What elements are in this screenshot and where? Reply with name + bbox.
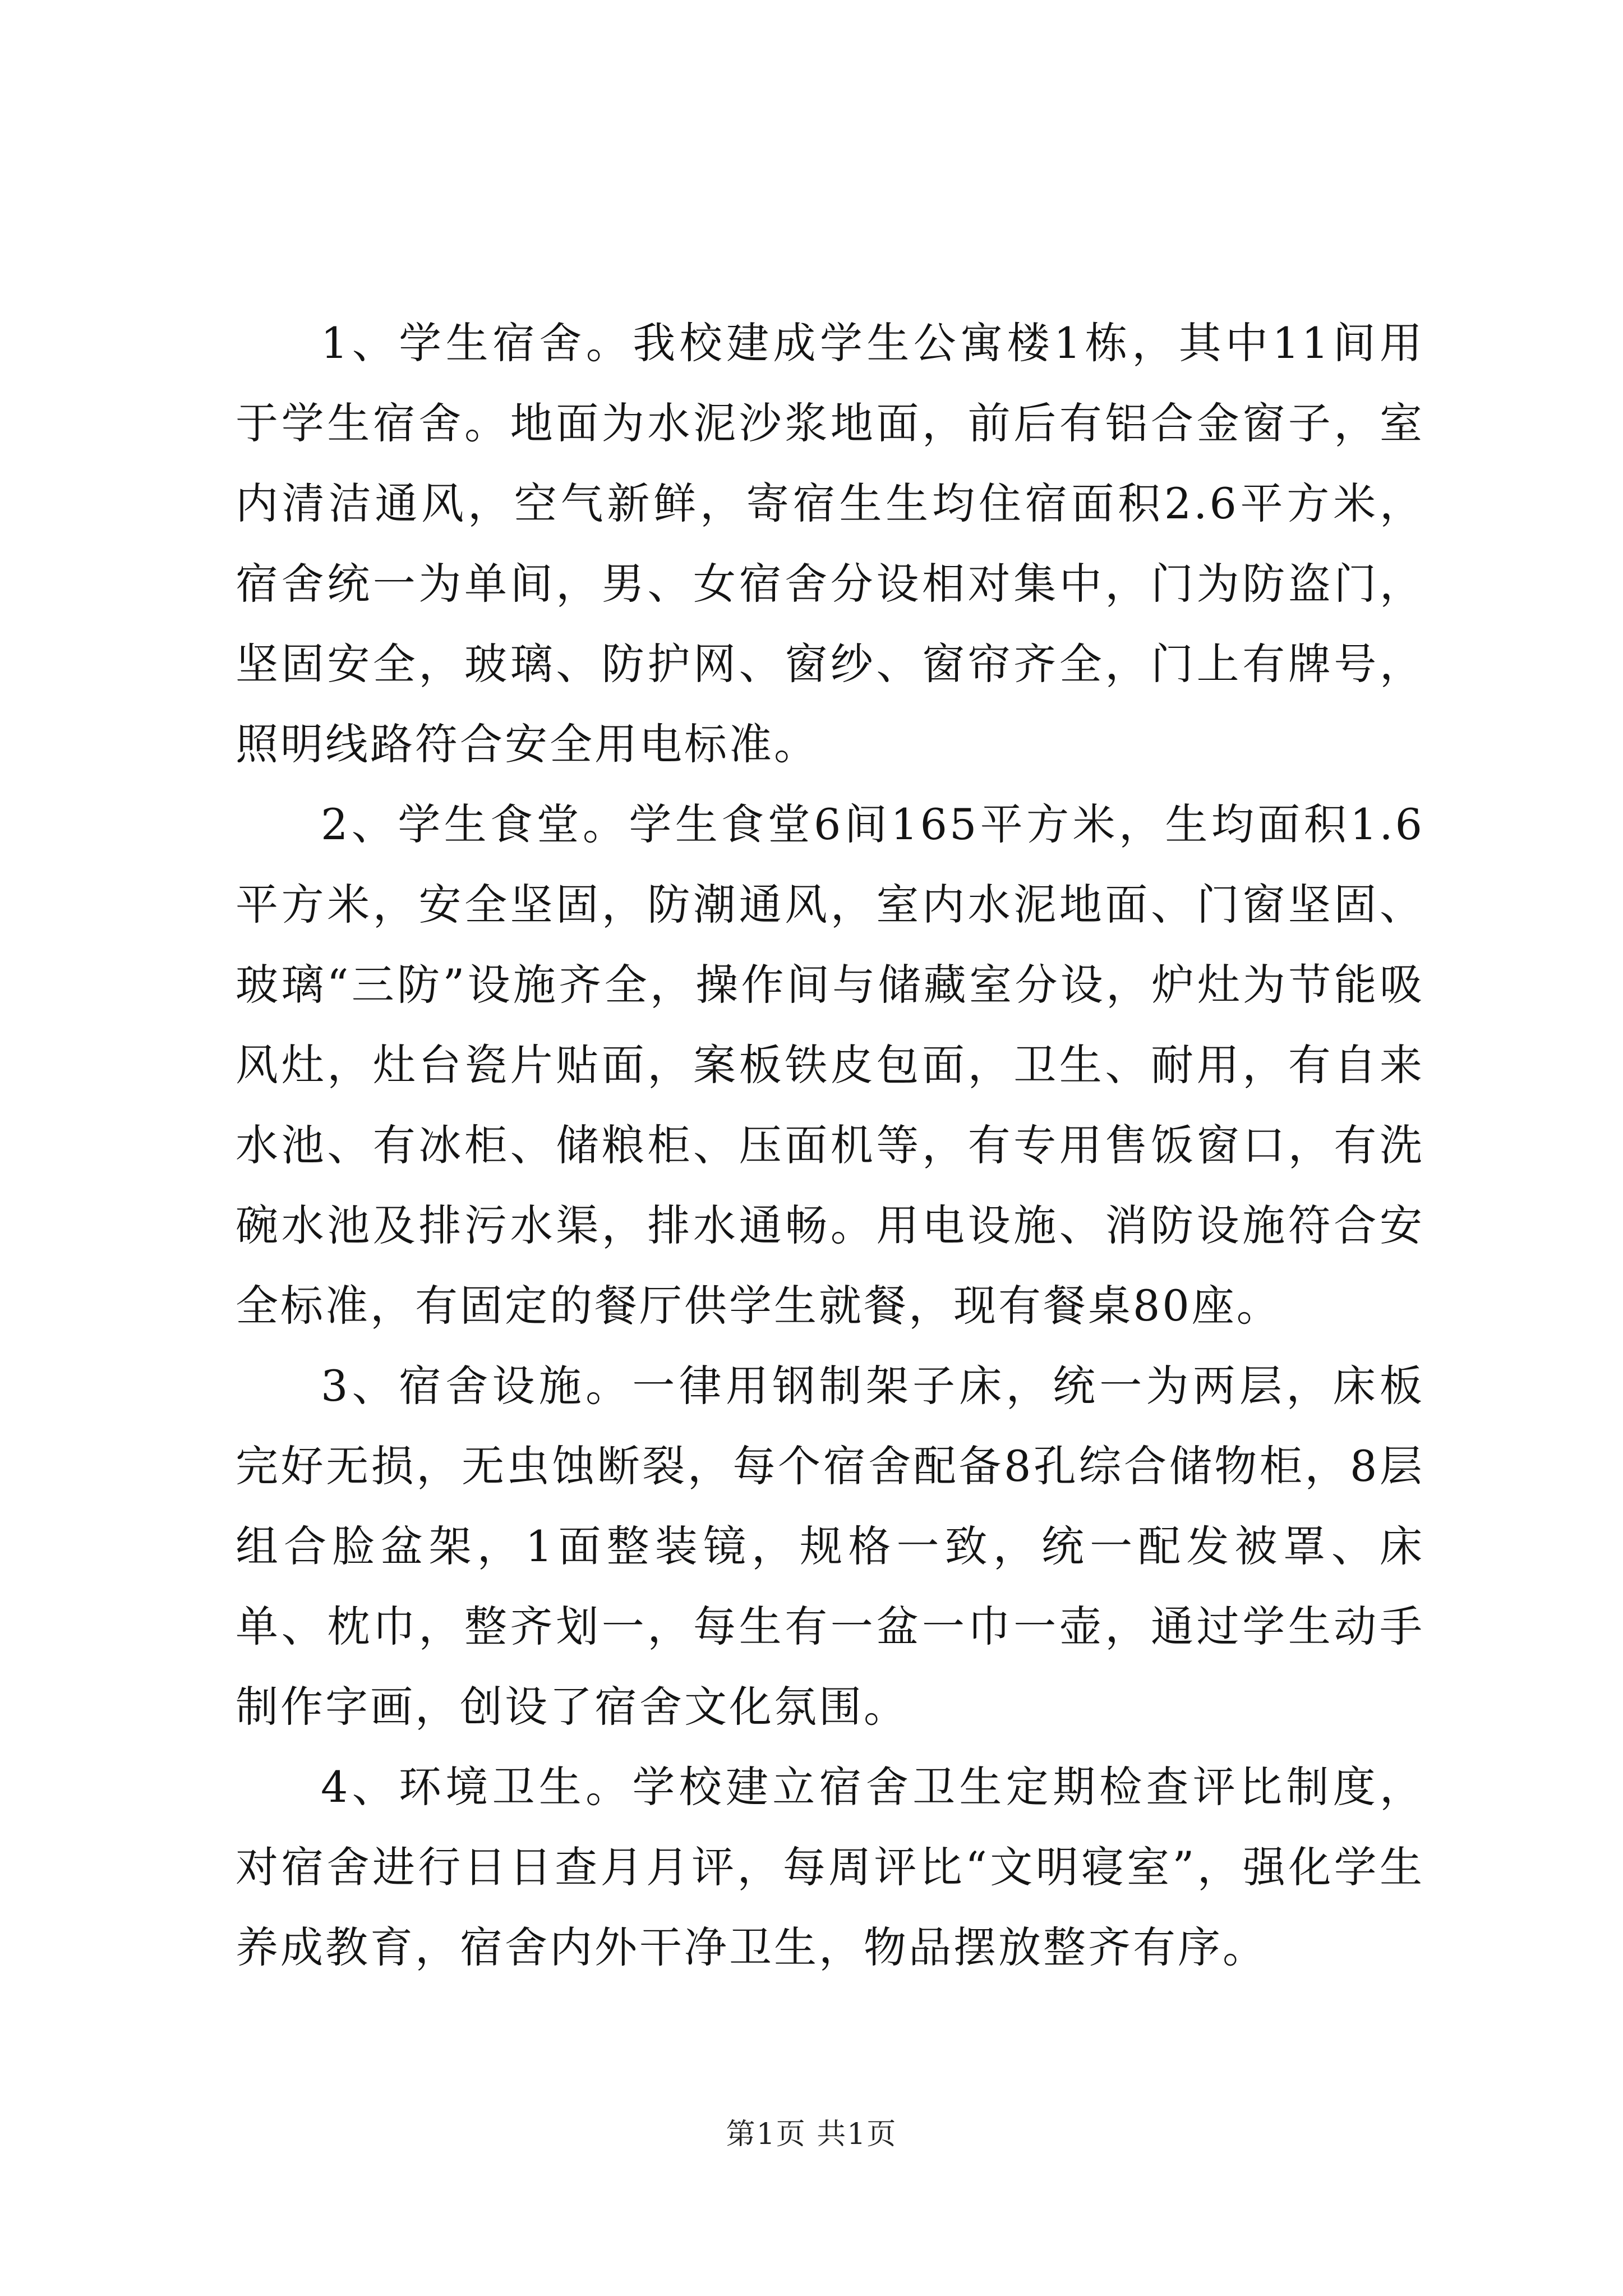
paragraph-canteen: 2、学生食堂。学生食堂6间165平方米，生均面积1.6平方米，安全坚固，防潮通风，室内水泥地面、门窗坚固、玻璃“三防”设施齐全，操作间与储藏室分设，炉灶为节能吸风灶，灶台瓷片贴面，案板铁皮包面，卫生、耐用，有自来水池、有冰柜、储粮柜、压面机等，有专用售饭窗口，有洗碗水池及排污水渠，排水通畅。用电设施、消防设施符合安全标准，有固定的餐厅供学生就餐，现有餐桌80座。 (236, 799, 1424, 1331)
page-number-footer: 第1页 共1页 (726, 2118, 897, 2151)
paragraph-environment-hygiene: 4、环境卫生。学校建立宿舍卫生定期检查评比制度，对宿舍进行日日查月月评，每周评比“文明寝室”，强化学生养成教育，宿舍内外干净卫生，物品摆放整齐有序。 (236, 1762, 1424, 1972)
paragraph-dormitory: 1、学生宿舍。我校建成学生公寓楼1栋，其中11间用于学生宿舍。地面为水泥沙浆地面，前后有铝合金窗子，室内清洁通风，空气新鲜，寄宿生生均住宿面积2.6平方米，宿舍统一为单间，男、女宿舍分设相对集中，门为防盗门，坚固安全，玻璃、防护网、窗纱、窗帘齐全，门上有牌号，照明线路符合安全用电标准。 (236, 318, 1424, 769)
paragraph-dorm-facilities: 3、宿舍设施。一律用钢制架子床，统一为两层，床板完好无损，无虫蚀断裂，每个宿舍配备8孔综合储物柜，8层组合脸盆架，1面整装镜，规格一致，统一配发被罩、床单、枕巾，整齐划一，每生有一盆一巾一壶，通过学生动手制作字画，创设了宿舍文化氛围。 (236, 1361, 1424, 1732)
document-body (236, 303, 1424, 1987)
